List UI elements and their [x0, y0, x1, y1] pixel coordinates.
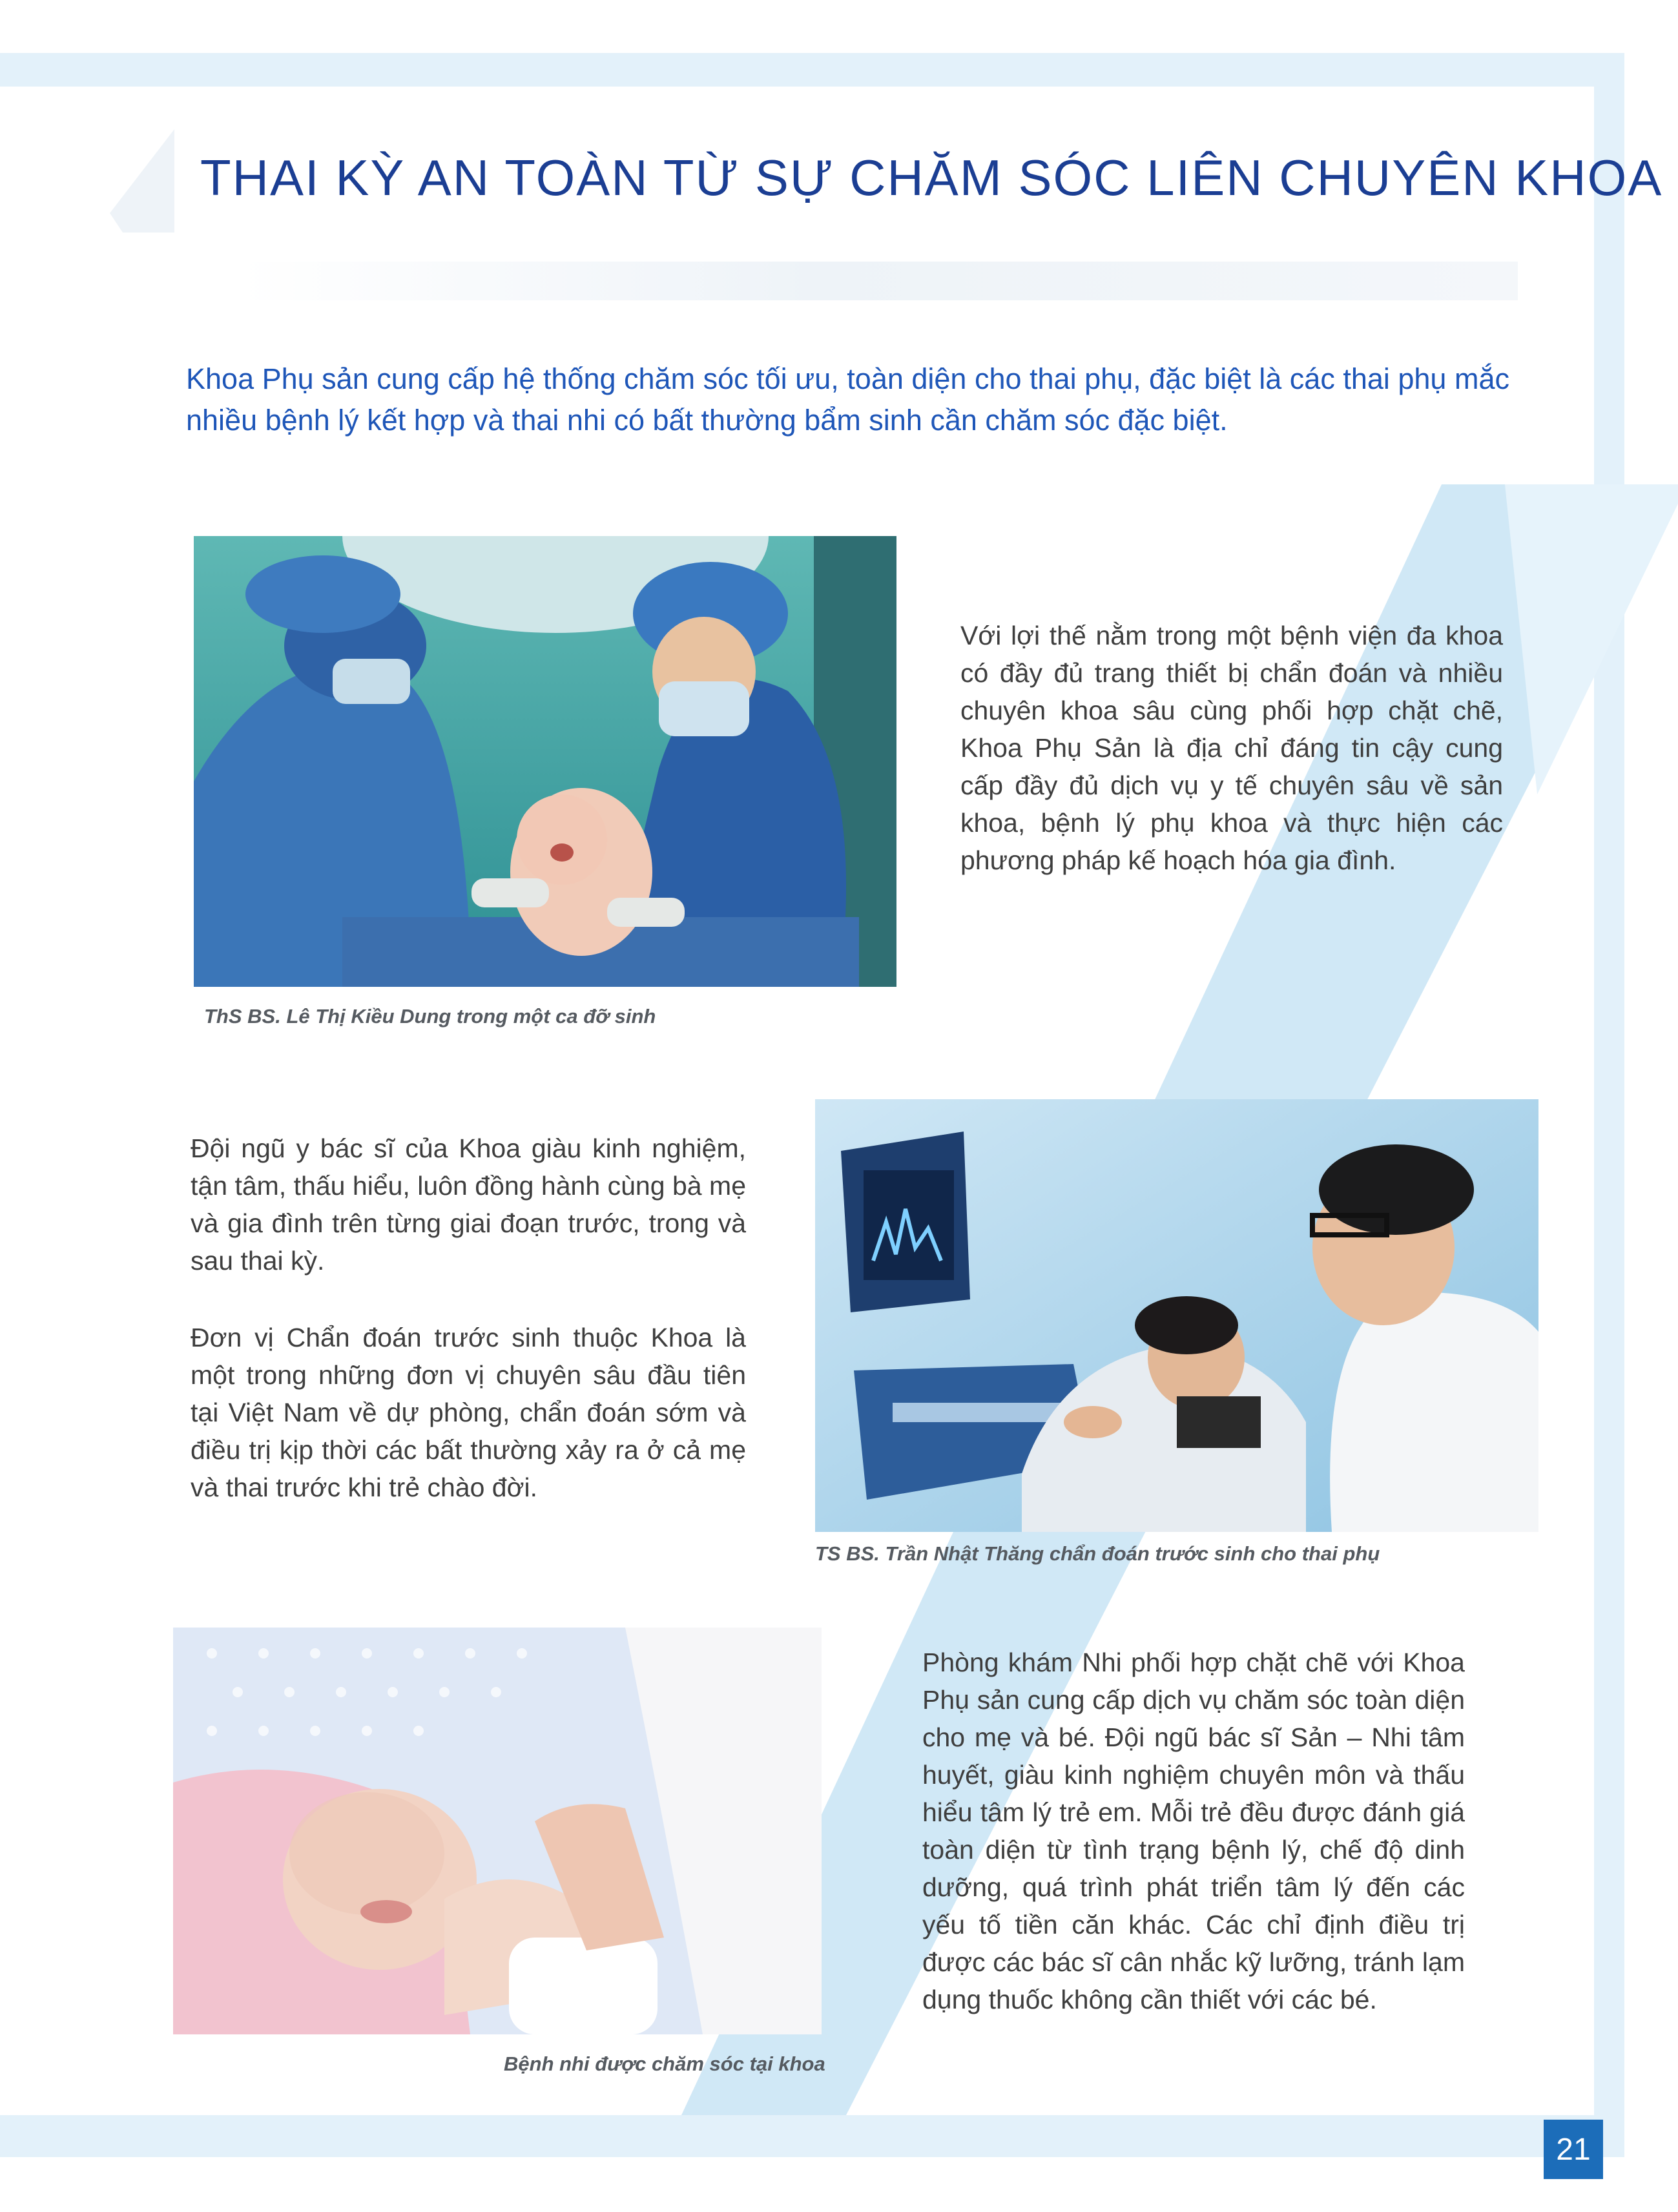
body-paragraph: Đơn vị Chẩn đoán trước sinh thuộc Khoa là một trong những đơn vị chuyên sâu đầu tiên tại Việt Nam về dự phòng, chẩn đoán sớm và điều trị kịp thời các bất thường xảy ra ở cả mẹ và thai trước khi trẻ chào đời.	[191, 1323, 746, 1502]
title-block	[116, 129, 1663, 245]
body-paragraph: Đội ngũ y bác sĩ của Khoa giàu kinh nghiệm, tận tâm, thấu hiểu, luôn đồng hành cùng bà mẹ và gia đình trên từng giai đoạn trước, trong và sau thai kỳ.	[191, 1133, 746, 1276]
title-underline-decoration	[239, 262, 1518, 300]
doctor-ultrasound-pregnant-woman-photo	[815, 1099, 1538, 1532]
title-chevron-decoration	[110, 129, 187, 233]
body-paragraph: Phòng khám Nhi phối hợp chặt chẽ với Khoa Phụ sản cung cấp dịch vụ chăm sóc toàn diện cho mẹ và bé. Đội ngũ bác sĩ Sản – Nhi tâm huyết, giàu kinh nghiệm chuyên môn và thấu hiểu tâm lý trẻ em. Mỗi trẻ đều được đánh giá toàn diện từ tình trạng bệnh lý, chế độ dinh dưỡng, quá trình phát triển tâm lý đến các yếu tố tiền căn khác. Các chỉ định điều trị được các bác sĩ cân nhắc kỹ lưỡng, tránh lạm dụng thuốc không cần thiết với các bé.	[922, 1648, 1465, 2014]
intro-paragraph: Khoa Phụ sản cung cấp hệ thống chăm sóc tối ưu, toàn diện cho thai phụ, đặc biệt là các thai phụ mắc nhiều bệnh lý kết hợp và thai nhi có bất thường bẩm sinh cần chăm sóc đặc biệt.	[186, 362, 1509, 437]
photo-caption: Bệnh nhi được chăm sóc tại khoa	[504, 2052, 825, 2075]
page-title: THAI KỲ AN TOÀN TỪ SỰ CHĂM SÓC LIÊN CHUYÊN KHOA	[200, 149, 1663, 206]
body-paragraph: Với lợi thế nằm trong một bệnh viện đa khoa có đầy đủ trang thiết bị chẩn đoán và nhiều chuyên khoa sâu cùng phối hợp chặt chẽ, Khoa Phụ Sản là địa chỉ đáng tin cậy cung cấp đầy đủ dịch vụ y tế chuyên sâu về sản khoa, bệnh lý phụ khoa và thực hiện các phương pháp kế hoạch hóa gia đình.	[960, 621, 1503, 875]
photo-caption: ThS BS. Lê Thị Kiều Dung trong một ca đỡ sinh	[204, 1005, 656, 1028]
page-number: 21	[1544, 2120, 1603, 2179]
photo-caption: TS BS. Trần Nhật Thăng chẩn đoán trước sinh cho thai phụ	[815, 1542, 1380, 1565]
smiling-baby-photo	[173, 1628, 822, 2034]
surgeons-delivering-newborn-photo	[194, 536, 896, 987]
